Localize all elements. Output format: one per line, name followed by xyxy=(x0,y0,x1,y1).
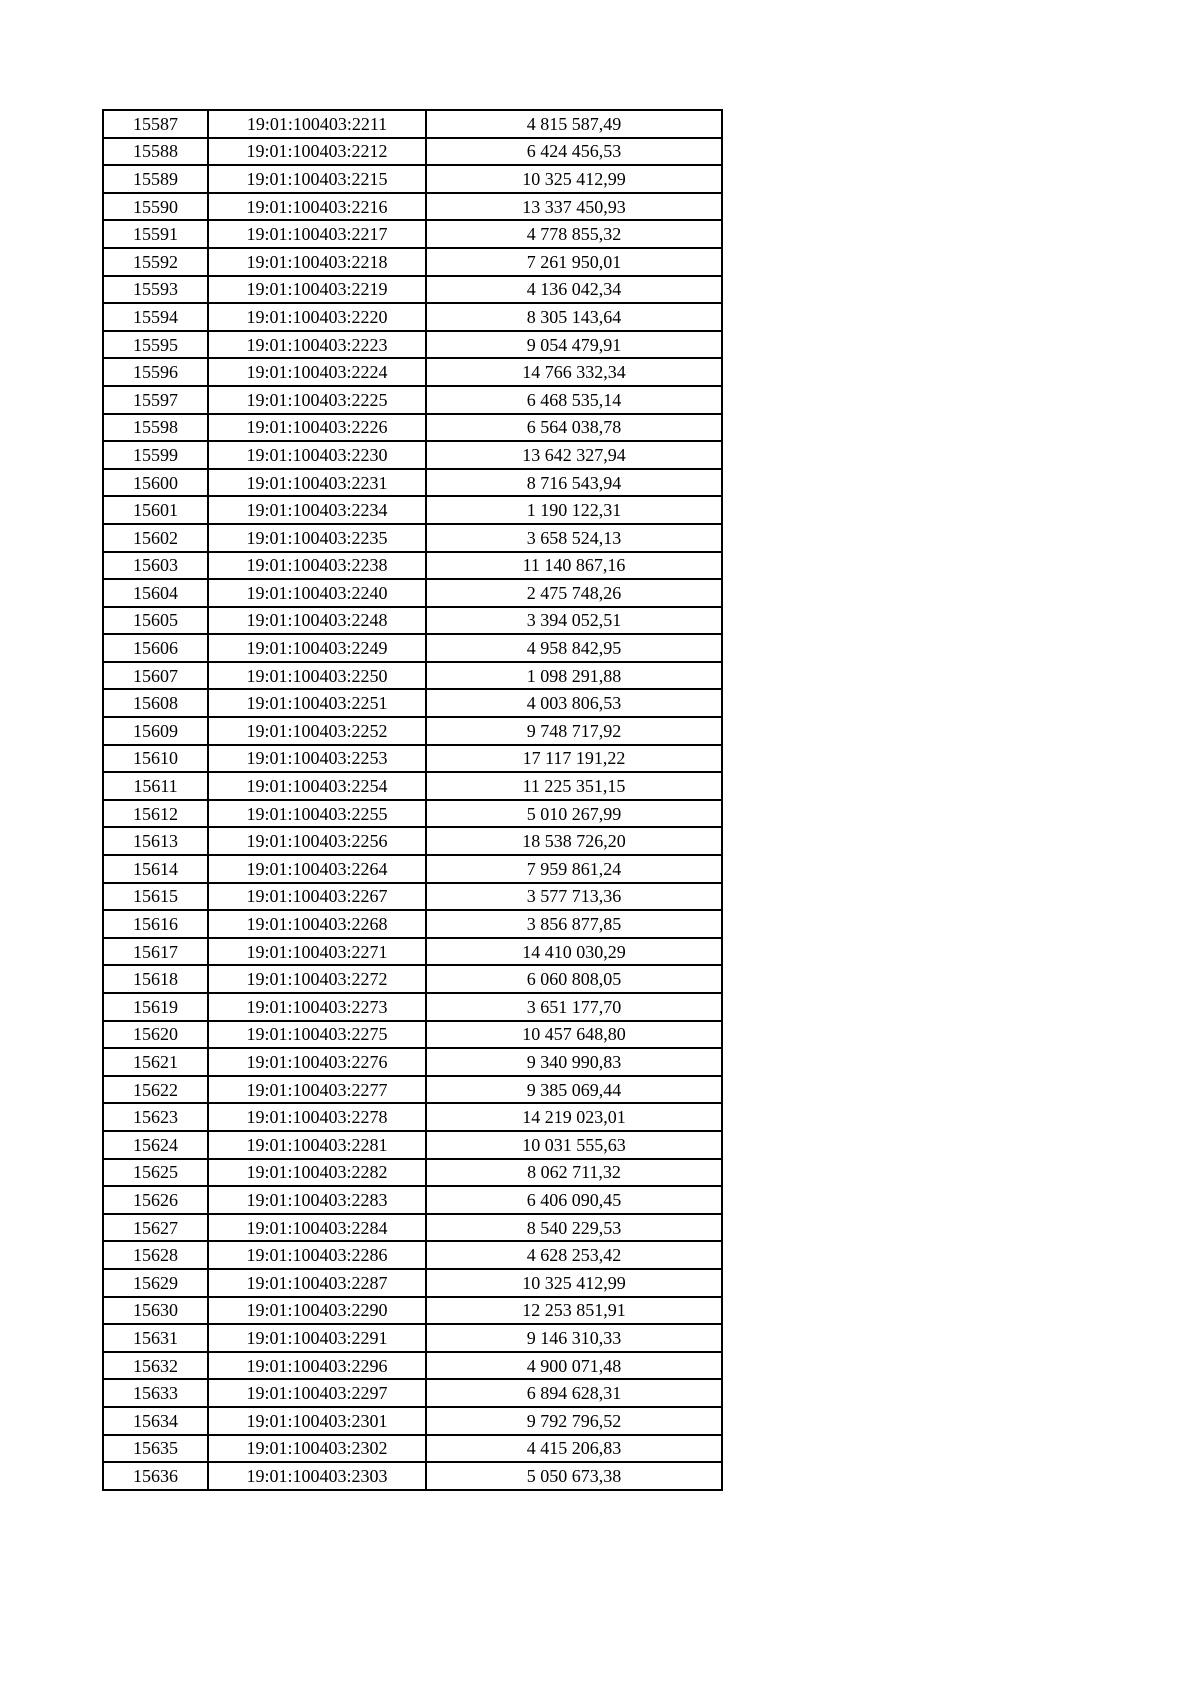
value-cell: 4 900 071,48 xyxy=(426,1352,722,1380)
value-cell: 12 253 851,91 xyxy=(426,1297,722,1325)
table-row xyxy=(103,1269,722,1297)
cadastral-number-cell: 19:01:100403:2267 xyxy=(208,883,426,911)
cadastral-number-cell: 19:01:100403:2230 xyxy=(208,441,426,469)
cadastral-number-cell: 19:01:100403:2250 xyxy=(208,662,426,690)
cadastral-number-cell: 19:01:100403:2212 xyxy=(208,138,426,166)
value-cell: 9 146 310,33 xyxy=(426,1324,722,1352)
cadastral-number-cell: 19:01:100403:2271 xyxy=(208,938,426,966)
row-number-cell: 15619 xyxy=(103,993,208,1021)
value-cell: 10 325 412,99 xyxy=(426,1269,722,1297)
cadastral-number-cell: 19:01:100403:2224 xyxy=(208,358,426,386)
row-number-cell: 15616 xyxy=(103,910,208,938)
row-number-cell: 15612 xyxy=(103,800,208,828)
table-row xyxy=(103,634,722,662)
row-number-cell: 15600 xyxy=(103,469,208,497)
table-row xyxy=(103,689,722,717)
cadastral-number-cell: 19:01:100403:2215 xyxy=(208,165,426,193)
row-number-cell: 15631 xyxy=(103,1324,208,1352)
table-row xyxy=(103,993,722,1021)
table-row xyxy=(103,1297,722,1325)
row-number-cell: 15626 xyxy=(103,1186,208,1214)
table-row xyxy=(103,1462,722,1490)
table-row xyxy=(103,220,722,248)
table-row xyxy=(103,358,722,386)
cadastral-number-cell: 19:01:100403:2283 xyxy=(208,1186,426,1214)
row-number-cell: 15589 xyxy=(103,165,208,193)
row-number-cell: 15613 xyxy=(103,827,208,855)
table-row xyxy=(103,772,722,800)
table-row xyxy=(103,276,722,304)
row-number-cell: 15615 xyxy=(103,883,208,911)
value-cell: 18 538 726,20 xyxy=(426,827,722,855)
row-number-cell: 15591 xyxy=(103,220,208,248)
cadastral-number-cell: 19:01:100403:2281 xyxy=(208,1131,426,1159)
table-row xyxy=(103,579,722,607)
row-number-cell: 15632 xyxy=(103,1352,208,1380)
value-cell: 6 564 038,78 xyxy=(426,414,722,442)
cadastral-number-cell: 19:01:100403:2276 xyxy=(208,1048,426,1076)
cadastral-number-cell: 19:01:100403:2286 xyxy=(208,1241,426,1269)
cadastral-number-cell: 19:01:100403:2268 xyxy=(208,910,426,938)
row-number-cell: 15634 xyxy=(103,1407,208,1435)
value-cell: 4 415 206,83 xyxy=(426,1435,722,1463)
row-number-cell: 15629 xyxy=(103,1269,208,1297)
value-cell: 14 766 332,34 xyxy=(426,358,722,386)
value-cell: 4 778 855,32 xyxy=(426,220,722,248)
row-number-cell: 15604 xyxy=(103,579,208,607)
table-row xyxy=(103,331,722,359)
cadastral-number-cell: 19:01:100403:2235 xyxy=(208,524,426,552)
value-cell: 11 225 351,15 xyxy=(426,772,722,800)
row-number-cell: 15622 xyxy=(103,1076,208,1104)
row-number-cell: 15607 xyxy=(103,662,208,690)
value-cell: 4 815 587,49 xyxy=(426,110,722,138)
value-cell: 6 424 456,53 xyxy=(426,138,722,166)
table-row xyxy=(103,1159,722,1187)
row-number-cell: 15618 xyxy=(103,965,208,993)
value-cell: 10 457 648,80 xyxy=(426,1021,722,1049)
table-row xyxy=(103,855,722,883)
cadastral-number-cell: 19:01:100403:2234 xyxy=(208,496,426,524)
table-row xyxy=(103,441,722,469)
cadastral-number-cell: 19:01:100403:2282 xyxy=(208,1159,426,1187)
value-cell: 7 261 950,01 xyxy=(426,248,722,276)
row-number-cell: 15627 xyxy=(103,1214,208,1242)
row-number-cell: 15635 xyxy=(103,1435,208,1463)
table-row xyxy=(103,110,722,138)
value-cell: 3 658 524,13 xyxy=(426,524,722,552)
cadastral-number-cell: 19:01:100403:2296 xyxy=(208,1352,426,1380)
table-row xyxy=(103,303,722,331)
value-cell: 1 098 291,88 xyxy=(426,662,722,690)
value-cell: 6 894 628,31 xyxy=(426,1379,722,1407)
row-number-cell: 15601 xyxy=(103,496,208,524)
row-number-cell: 15605 xyxy=(103,607,208,635)
row-number-cell: 15636 xyxy=(103,1462,208,1490)
table-row xyxy=(103,1241,722,1269)
table-row xyxy=(103,745,722,773)
table-row xyxy=(103,938,722,966)
value-cell: 9 385 069,44 xyxy=(426,1076,722,1104)
row-number-cell: 15587 xyxy=(103,110,208,138)
table-row xyxy=(103,496,722,524)
value-cell: 3 856 877,85 xyxy=(426,910,722,938)
table-row xyxy=(103,248,722,276)
table-row xyxy=(103,1021,722,1049)
row-number-cell: 15628 xyxy=(103,1241,208,1269)
cadastral-number-cell: 19:01:100403:2225 xyxy=(208,386,426,414)
cadastral-number-cell: 19:01:100403:2238 xyxy=(208,552,426,580)
row-number-cell: 15593 xyxy=(103,276,208,304)
table-row xyxy=(103,138,722,166)
table-row xyxy=(103,1131,722,1159)
table-row xyxy=(103,1407,722,1435)
row-number-cell: 15630 xyxy=(103,1297,208,1325)
value-cell: 9 340 990,83 xyxy=(426,1048,722,1076)
row-number-cell: 15610 xyxy=(103,745,208,773)
value-cell: 5 050 673,38 xyxy=(426,1462,722,1490)
cadastral-number-cell: 19:01:100403:2290 xyxy=(208,1297,426,1325)
cadastral-number-cell: 19:01:100403:2249 xyxy=(208,634,426,662)
table-row xyxy=(103,827,722,855)
cadastral-number-cell: 19:01:100403:2219 xyxy=(208,276,426,304)
cadastral-number-cell: 19:01:100403:2252 xyxy=(208,717,426,745)
table-row xyxy=(103,1379,722,1407)
cadastral-number-cell: 19:01:100403:2297 xyxy=(208,1379,426,1407)
table-row xyxy=(103,1048,722,1076)
value-cell: 7 959 861,24 xyxy=(426,855,722,883)
cadastral-number-cell: 19:01:100403:2264 xyxy=(208,855,426,883)
row-number-cell: 15614 xyxy=(103,855,208,883)
value-cell: 9 792 796,52 xyxy=(426,1407,722,1435)
value-cell: 1 190 122,31 xyxy=(426,496,722,524)
value-cell: 4 628 253,42 xyxy=(426,1241,722,1269)
cadastral-number-cell: 19:01:100403:2220 xyxy=(208,303,426,331)
cadastral-number-cell: 19:01:100403:2255 xyxy=(208,800,426,828)
value-cell: 9 054 479,91 xyxy=(426,331,722,359)
cadastral-number-cell: 19:01:100403:2240 xyxy=(208,579,426,607)
table-row xyxy=(103,800,722,828)
table-row xyxy=(103,883,722,911)
table-body xyxy=(103,110,722,1490)
table-row xyxy=(103,910,722,938)
row-number-cell: 15599 xyxy=(103,441,208,469)
cadastral-number-cell: 19:01:100403:2301 xyxy=(208,1407,426,1435)
row-number-cell: 15596 xyxy=(103,358,208,386)
row-number-cell: 15621 xyxy=(103,1048,208,1076)
row-number-cell: 15588 xyxy=(103,138,208,166)
table-row xyxy=(103,607,722,635)
row-number-cell: 15602 xyxy=(103,524,208,552)
cadastral-number-cell: 19:01:100403:2218 xyxy=(208,248,426,276)
cadastral-number-cell: 19:01:100403:2231 xyxy=(208,469,426,497)
row-number-cell: 15609 xyxy=(103,717,208,745)
value-cell: 10 031 555,63 xyxy=(426,1131,722,1159)
value-cell: 8 305 143,64 xyxy=(426,303,722,331)
table-row xyxy=(103,1076,722,1104)
table-row xyxy=(103,717,722,745)
table-row xyxy=(103,1186,722,1214)
table-row xyxy=(103,1435,722,1463)
row-number-cell: 15590 xyxy=(103,193,208,221)
row-number-cell: 15597 xyxy=(103,386,208,414)
cadastral-number-cell: 19:01:100403:2302 xyxy=(208,1435,426,1463)
table-row xyxy=(103,524,722,552)
cadastral-number-cell: 19:01:100403:2254 xyxy=(208,772,426,800)
cadastral-value-table xyxy=(102,109,723,1491)
cadastral-number-cell: 19:01:100403:2251 xyxy=(208,689,426,717)
value-cell: 8 062 711,32 xyxy=(426,1159,722,1187)
row-number-cell: 15617 xyxy=(103,938,208,966)
value-cell: 3 651 177,70 xyxy=(426,993,722,1021)
cadastral-number-cell: 19:01:100403:2217 xyxy=(208,220,426,248)
value-cell: 10 325 412,99 xyxy=(426,165,722,193)
table-row xyxy=(103,965,722,993)
cadastral-number-cell: 19:01:100403:2275 xyxy=(208,1021,426,1049)
row-number-cell: 15594 xyxy=(103,303,208,331)
value-cell: 8 540 229,53 xyxy=(426,1214,722,1242)
row-number-cell: 15595 xyxy=(103,331,208,359)
table-row xyxy=(103,165,722,193)
value-cell: 14 410 030,29 xyxy=(426,938,722,966)
row-number-cell: 15625 xyxy=(103,1159,208,1187)
value-cell: 6 468 535,14 xyxy=(426,386,722,414)
value-cell: 13 642 327,94 xyxy=(426,441,722,469)
cadastral-number-cell: 19:01:100403:2291 xyxy=(208,1324,426,1352)
cadastral-number-cell: 19:01:100403:2278 xyxy=(208,1103,426,1131)
value-cell: 4 958 842,95 xyxy=(426,634,722,662)
value-cell: 6 406 090,45 xyxy=(426,1186,722,1214)
value-cell: 11 140 867,16 xyxy=(426,552,722,580)
value-cell: 17 117 191,22 xyxy=(426,745,722,773)
row-number-cell: 15620 xyxy=(103,1021,208,1049)
table-row xyxy=(103,1103,722,1131)
row-number-cell: 15592 xyxy=(103,248,208,276)
cadastral-number-cell: 19:01:100403:2273 xyxy=(208,993,426,1021)
row-number-cell: 15623 xyxy=(103,1103,208,1131)
cadastral-number-cell: 19:01:100403:2303 xyxy=(208,1462,426,1490)
value-cell: 9 748 717,92 xyxy=(426,717,722,745)
row-number-cell: 15633 xyxy=(103,1379,208,1407)
cadastral-number-cell: 19:01:100403:2211 xyxy=(208,110,426,138)
table-row xyxy=(103,193,722,221)
row-number-cell: 15603 xyxy=(103,552,208,580)
cadastral-number-cell: 19:01:100403:2223 xyxy=(208,331,426,359)
value-cell: 6 060 808,05 xyxy=(426,965,722,993)
table-row xyxy=(103,1214,722,1242)
value-cell: 13 337 450,93 xyxy=(426,193,722,221)
table-row xyxy=(103,1352,722,1380)
row-number-cell: 15598 xyxy=(103,414,208,442)
value-cell: 2 475 748,26 xyxy=(426,579,722,607)
table-row xyxy=(103,469,722,497)
table-row xyxy=(103,662,722,690)
value-cell: 4 003 806,53 xyxy=(426,689,722,717)
row-number-cell: 15606 xyxy=(103,634,208,662)
value-cell: 8 716 543,94 xyxy=(426,469,722,497)
row-number-cell: 15624 xyxy=(103,1131,208,1159)
value-cell: 5 010 267,99 xyxy=(426,800,722,828)
cadastral-number-cell: 19:01:100403:2284 xyxy=(208,1214,426,1242)
value-cell: 3 577 713,36 xyxy=(426,883,722,911)
row-number-cell: 15608 xyxy=(103,689,208,717)
value-cell: 4 136 042,34 xyxy=(426,276,722,304)
cadastral-number-cell: 19:01:100403:2277 xyxy=(208,1076,426,1104)
cadastral-number-cell: 19:01:100403:2272 xyxy=(208,965,426,993)
value-cell: 14 219 023,01 xyxy=(426,1103,722,1131)
cadastral-number-cell: 19:01:100403:2216 xyxy=(208,193,426,221)
cadastral-number-cell: 19:01:100403:2287 xyxy=(208,1269,426,1297)
table-row xyxy=(103,414,722,442)
row-number-cell: 15611 xyxy=(103,772,208,800)
value-cell: 3 394 052,51 xyxy=(426,607,722,635)
table-row xyxy=(103,552,722,580)
cadastral-number-cell: 19:01:100403:2256 xyxy=(208,827,426,855)
table-row xyxy=(103,386,722,414)
cadastral-number-cell: 19:01:100403:2248 xyxy=(208,607,426,635)
table-row xyxy=(103,1324,722,1352)
cadastral-number-cell: 19:01:100403:2253 xyxy=(208,745,426,773)
cadastral-number-cell: 19:01:100403:2226 xyxy=(208,414,426,442)
